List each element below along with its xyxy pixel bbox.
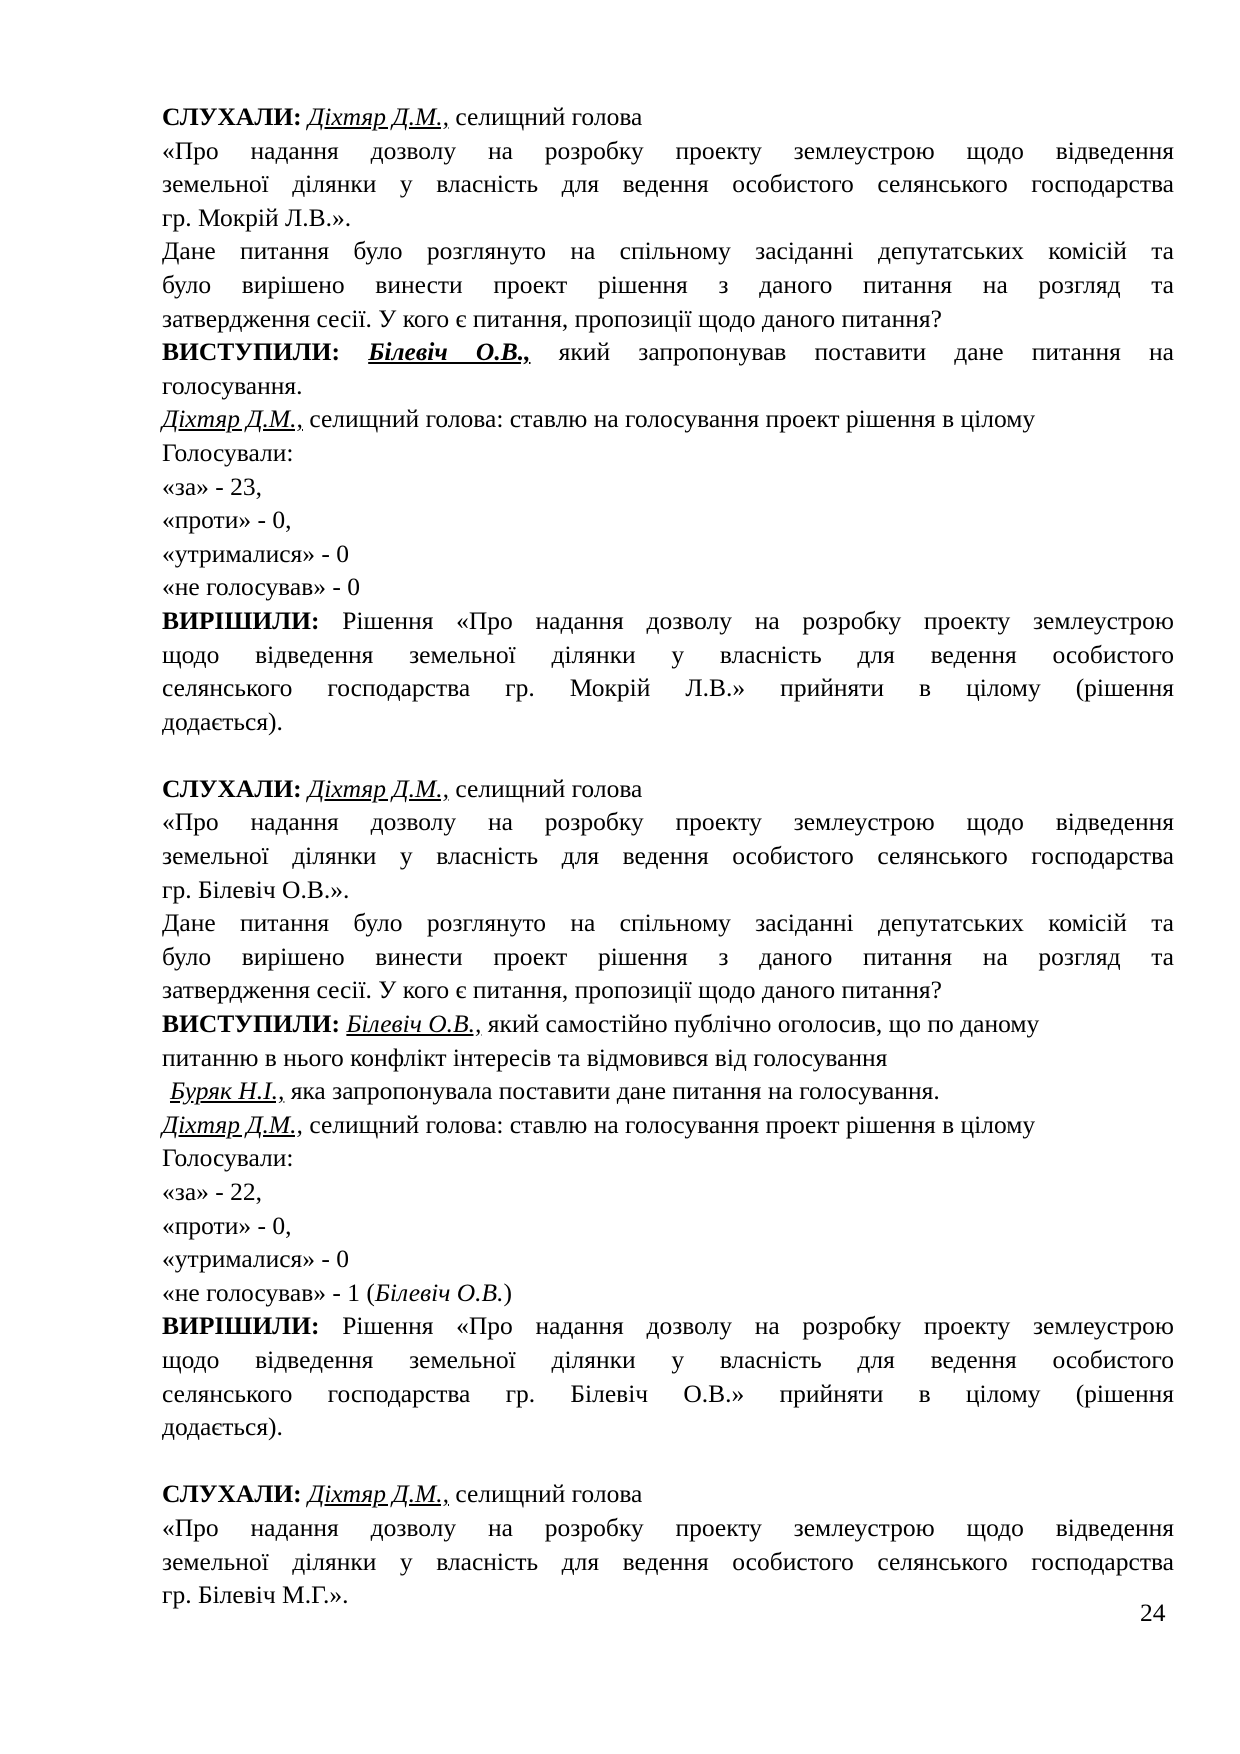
spoke-line (162, 1007, 1174, 1041)
spoke-line: питанню в нього конфлікт інтересів та відмовився від голосування (162, 1042, 888, 1072)
vote-abstained: «утрималися» - 0 (162, 538, 350, 568)
description-line: затвердження сесії. У кого є питання, пропозиції щодо даного питання? (162, 303, 942, 333)
heard-line (162, 772, 1174, 806)
section-gap (162, 738, 1174, 772)
description-line: Дане питання було розглянуто на спільному засіданні депутатських комісій та (162, 236, 1174, 266)
description-line: Дане питання було розглянуто на спільному засіданні депутатських комісій та (162, 908, 1174, 938)
decided-line: додається). (162, 706, 283, 736)
spoke-text: яка запропонувала поставити дане питання на голосування. (284, 1076, 940, 1106)
heard-label: СЛУХАЛИ: (162, 102, 302, 131)
speaker-name: Діхтяр Д.М., (308, 773, 449, 803)
decided-line (162, 1309, 1174, 1343)
question-line: гр. Білевіч О.В.». (162, 874, 350, 904)
spoke-text: який запропонував поставити дане питання на (530, 337, 1174, 367)
decided-line: селянського господарства гр. Білевіч О.В.» прийняти в цілому (рішення (162, 1378, 1174, 1408)
spoke-text: який самостійно публічно оголосив, що по даному (481, 1009, 1040, 1039)
section-gap (162, 1444, 1174, 1478)
decided-line: селянського господарства гр. Мокрій Л.В.» прийняти в цілому (рішення (162, 673, 1174, 703)
spoke-label: ВИСТУПИЛИ: (162, 1009, 340, 1039)
speaker-name: Білевіч О.В., (368, 337, 531, 367)
question-line: земельної ділянки у власність для ведення особистого селянського господарства (162, 841, 1174, 871)
question-line: «Про надання дозволу на розробку проекту землеустрою щодо відведення (162, 807, 1174, 837)
speaker-role: селищний голова (448, 773, 643, 803)
heard-label: СЛУХАЛИ: (162, 773, 302, 803)
voter-name: Білевіч О.В. (374, 1277, 504, 1307)
decided-line: додається). (162, 1412, 283, 1442)
head-text: селищний голова: ставлю на голосування проект рішення в цілому (302, 404, 1036, 434)
head-line (162, 1108, 1174, 1142)
heard-label: СЛУХАЛИ: (162, 1479, 302, 1509)
vote-not-voted-text: «не голосував» - 1 ( (162, 1277, 375, 1307)
speaker-name: Діхтяр Д.М., (308, 1479, 449, 1509)
decided-text: Рішення «Про надання дозволу на розробку проекту землеустрою (319, 605, 1174, 635)
decided-line: щодо відведення земельної ділянки у власність для ведення особистого (162, 1344, 1174, 1374)
question-line: земельної ділянки у власність для ведення особистого селянського господарства (162, 1546, 1174, 1576)
question-line: «Про надання дозволу на розробку проекту землеустрою щодо відведення (162, 135, 1174, 165)
page-number: 24 (1140, 1598, 1166, 1627)
spoke-line: голосування. (162, 370, 303, 400)
vote-label: Голосували: (162, 1143, 294, 1173)
vote-for: «за» - 22, (162, 1177, 263, 1206)
question-line: гр. Мокрій Л.В.». (162, 202, 352, 232)
spoke-line (162, 1074, 1174, 1108)
vote-not-voted (162, 1276, 1174, 1310)
vote-for: «за» - 23, (162, 471, 263, 501)
vote-label: Голосували: (162, 437, 294, 467)
speaker-role: селищний голова (448, 1479, 643, 1509)
head-text: селищний голова: ставлю на голосування проект рішення в цілому (302, 1109, 1036, 1139)
vote-not-voted-end: ) (503, 1277, 512, 1307)
decided-line (162, 604, 1174, 638)
description-line: було вирішено винести проект рішення з даного питання на розгляд та (162, 941, 1174, 971)
vote-against: «проти» - 0, (162, 505, 292, 535)
decided-label: ВИРІШИЛИ: (162, 605, 320, 635)
speaker-name: Білевіч О.В., (346, 1009, 482, 1039)
vote-abstained: «утрималися» - 0 (162, 1244, 350, 1274)
question-line: гр. Білевіч М.Г.». (162, 1580, 349, 1610)
heard-line (162, 1477, 1174, 1511)
vote-not-voted: «не голосував» - 0 (162, 572, 360, 602)
decided-text: Рішення «Про надання дозволу на розробку проекту землеустрою (319, 1311, 1174, 1341)
question-line: «Про надання дозволу на розробку проекту землеустрою щодо відведення (162, 1512, 1174, 1542)
decided-label: ВИРІШИЛИ: (162, 1311, 320, 1341)
decided-line: щодо відведення земельної ділянки у власність для ведення особистого (162, 639, 1174, 669)
document-page (162, 100, 1174, 1612)
description-line: було вирішено винести проект рішення з даного питання на розгляд та (162, 269, 1174, 299)
speaker-name: Буряк Н.І., (170, 1076, 285, 1106)
speaker-role: селищний голова (448, 102, 643, 131)
heard-line (162, 100, 1174, 134)
speaker-name: Діхтяр Д.М., (162, 1109, 303, 1139)
spoke-label: ВИСТУПИЛИ: (162, 337, 340, 367)
speaker-name: Діхтяр Д.М., (162, 404, 303, 434)
question-line: земельної ділянки у власність для ведення особистого селянського господарства (162, 169, 1174, 199)
description-line: затвердження сесії. У кого є питання, пропозиції щодо даного питання? (162, 975, 942, 1005)
head-line (162, 402, 1174, 436)
speaker-name: Діхтяр Д.М., (308, 102, 449, 131)
spoke-line (162, 335, 1174, 369)
vote-against: «проти» - 0, (162, 1210, 292, 1240)
